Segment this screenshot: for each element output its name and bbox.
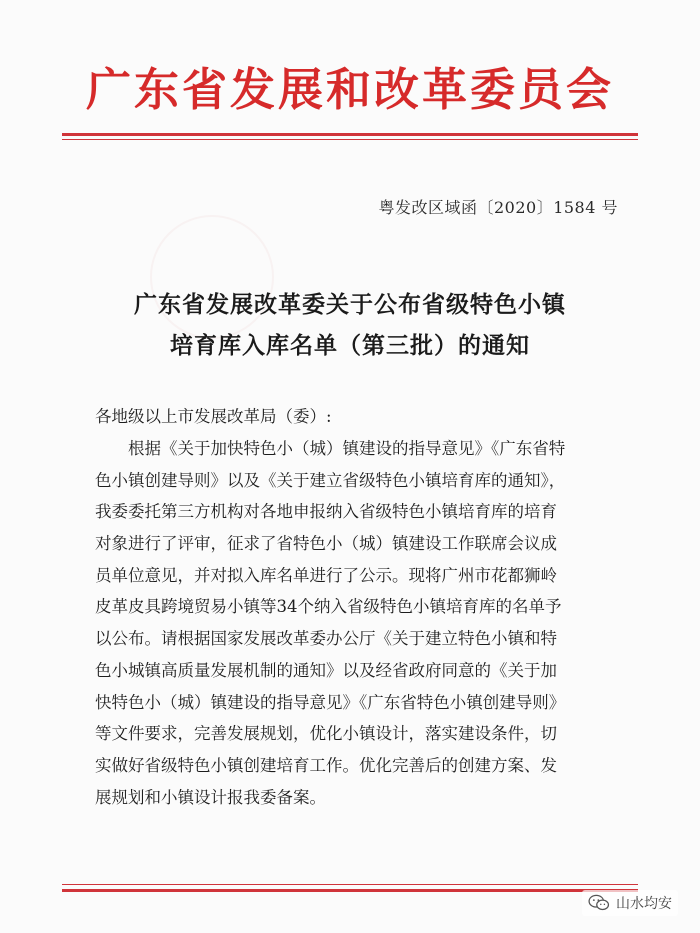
salutation: 各地级以上市发展改革局（委）: (95, 407, 332, 426)
body-line: 对象进行了评审，征求了省特色小（城）镇建设工作联席会议成 (95, 534, 557, 554)
source-watermark (582, 890, 678, 916)
letterhead-rule-thin (62, 139, 638, 140)
body-line: 我委委托第三方机构对各地申报纳入省级特色小镇培育库的培育 (95, 502, 557, 522)
document-title-line-1: 广东省发展改革委关于公布省级特色小镇 (134, 291, 566, 318)
body-line: 色小镇创建导则》以及《关于建立省级特色小镇培育库的通知》， (95, 470, 566, 490)
body-line: 实做好省级特色小镇创建培育工作。优化完善后的创建方案、发 (95, 755, 557, 775)
body-line: 等文件要求，完善发展规划，优化小镇设计，落实建设条件，切 (95, 724, 557, 744)
body-line: 皮革皮具跨境贸易小镇等34个纳入省级特色小镇培育库的名单予 (95, 597, 562, 617)
body-line: 以公布。请根据国家发展改革委办公厅《关于建立特色小镇和特 (95, 629, 557, 649)
watermark-text: 山水均安 (616, 896, 672, 912)
body-line: 快特色小（城）镇建设的指导意见》《广东省特色小镇创建导则》 (95, 692, 566, 712)
body-line: 色小城镇高质量发展机制的通知》以及经省政府同意的《关于加 (95, 660, 557, 680)
footer-rule-thin (62, 884, 638, 885)
letterhead-title: 广东省发展和改革委员会 (85, 63, 614, 116)
document-body (95, 433, 613, 813)
body-line: 根据《关于加快特色小（城）镇建设的指导意见》《广东省特 (128, 439, 566, 458)
body-line: 展规划和小镇设计报我委备案。 (95, 787, 326, 807)
footer-rule-thick (62, 889, 638, 892)
document-title-line-2: 培育库入库名单（第三批）的通知 (170, 332, 530, 359)
wechat-icon (588, 894, 610, 912)
document-number: 粤发改区域函〔2020〕1584 号 (378, 198, 618, 217)
body-line: 员单位意见，并对拟入库名单进行了公示。现将广州市花都狮岭 (95, 565, 557, 585)
letterhead-rule-thick (62, 133, 638, 136)
